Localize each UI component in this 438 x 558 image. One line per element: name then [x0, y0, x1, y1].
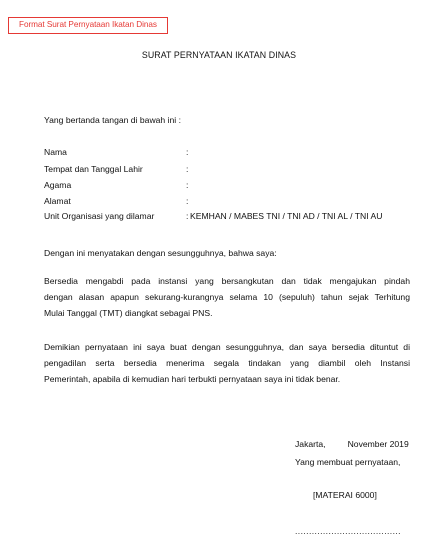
- signature-date: November 2019: [347, 439, 409, 449]
- address-colon: :: [186, 196, 189, 206]
- paragraph-line: Mulai Tanggal (TMT) diangkat sebagai PNS.: [44, 308, 213, 318]
- document-title: SURAT PERNYATAAN IKATAN DINAS: [141, 50, 297, 60]
- paragraph-commitment: [44, 277, 410, 325]
- signature-place-date: [295, 440, 409, 449]
- stamp-duty-placeholder: [MATERAI 6000]: [313, 490, 377, 500]
- format-label-box: [8, 17, 168, 34]
- paragraph-line: Demikian pernyataan ini saya buat dengan sesungguhnya, dan saya bersedia dituntut di: [44, 342, 410, 352]
- format-label: Format Surat Pernyataan Ikatan Dinas: [19, 20, 157, 30]
- name-colon: :: [186, 147, 189, 157]
- unit-value: KEMHAN / MABES TNI / TNI AD / TNI AL / TNI AU: [190, 211, 383, 221]
- intro-text: Yang bertanda tangan di bawah ini :: [44, 115, 181, 125]
- birth-label: Tempat dan Tanggal Lahir: [44, 164, 143, 174]
- name-label: Nama: [44, 147, 67, 157]
- paragraph-line: dengan alasan apapun sekurang-kurangnya selama 10 (sepuluh) tahun sejak Terhitung: [44, 292, 410, 302]
- statement-text: Dengan ini menyatakan dengan sesungguhnya, bahwa saya:: [44, 248, 277, 258]
- signature-maker: Yang membuat pernyataan,: [295, 457, 401, 467]
- religion-colon: :: [186, 180, 189, 190]
- birth-colon: :: [186, 164, 189, 174]
- paragraph-line: Bersedia mengabdi pada instansi yang bersangkutan dan tidak mengajukan pindah: [44, 276, 410, 286]
- religion-label: Agama: [44, 180, 72, 190]
- paragraph-line: Pemerintah, apabila di kemudian hari terbukti pernyataan saya ini tidak benar.: [44, 374, 341, 384]
- signature-line: ......................................: [295, 526, 401, 536]
- address-label: Alamat: [44, 196, 71, 206]
- paragraph-line: pengadilan serta bersedia menerima segala tindakan yang diambil oleh Instansi: [44, 358, 410, 368]
- unit-colon: :: [186, 211, 189, 221]
- signature-city: Jakarta,: [295, 439, 326, 449]
- paragraph-closing: [44, 343, 410, 391]
- unit-label: Unit Organisasi yang dilamar: [44, 211, 155, 221]
